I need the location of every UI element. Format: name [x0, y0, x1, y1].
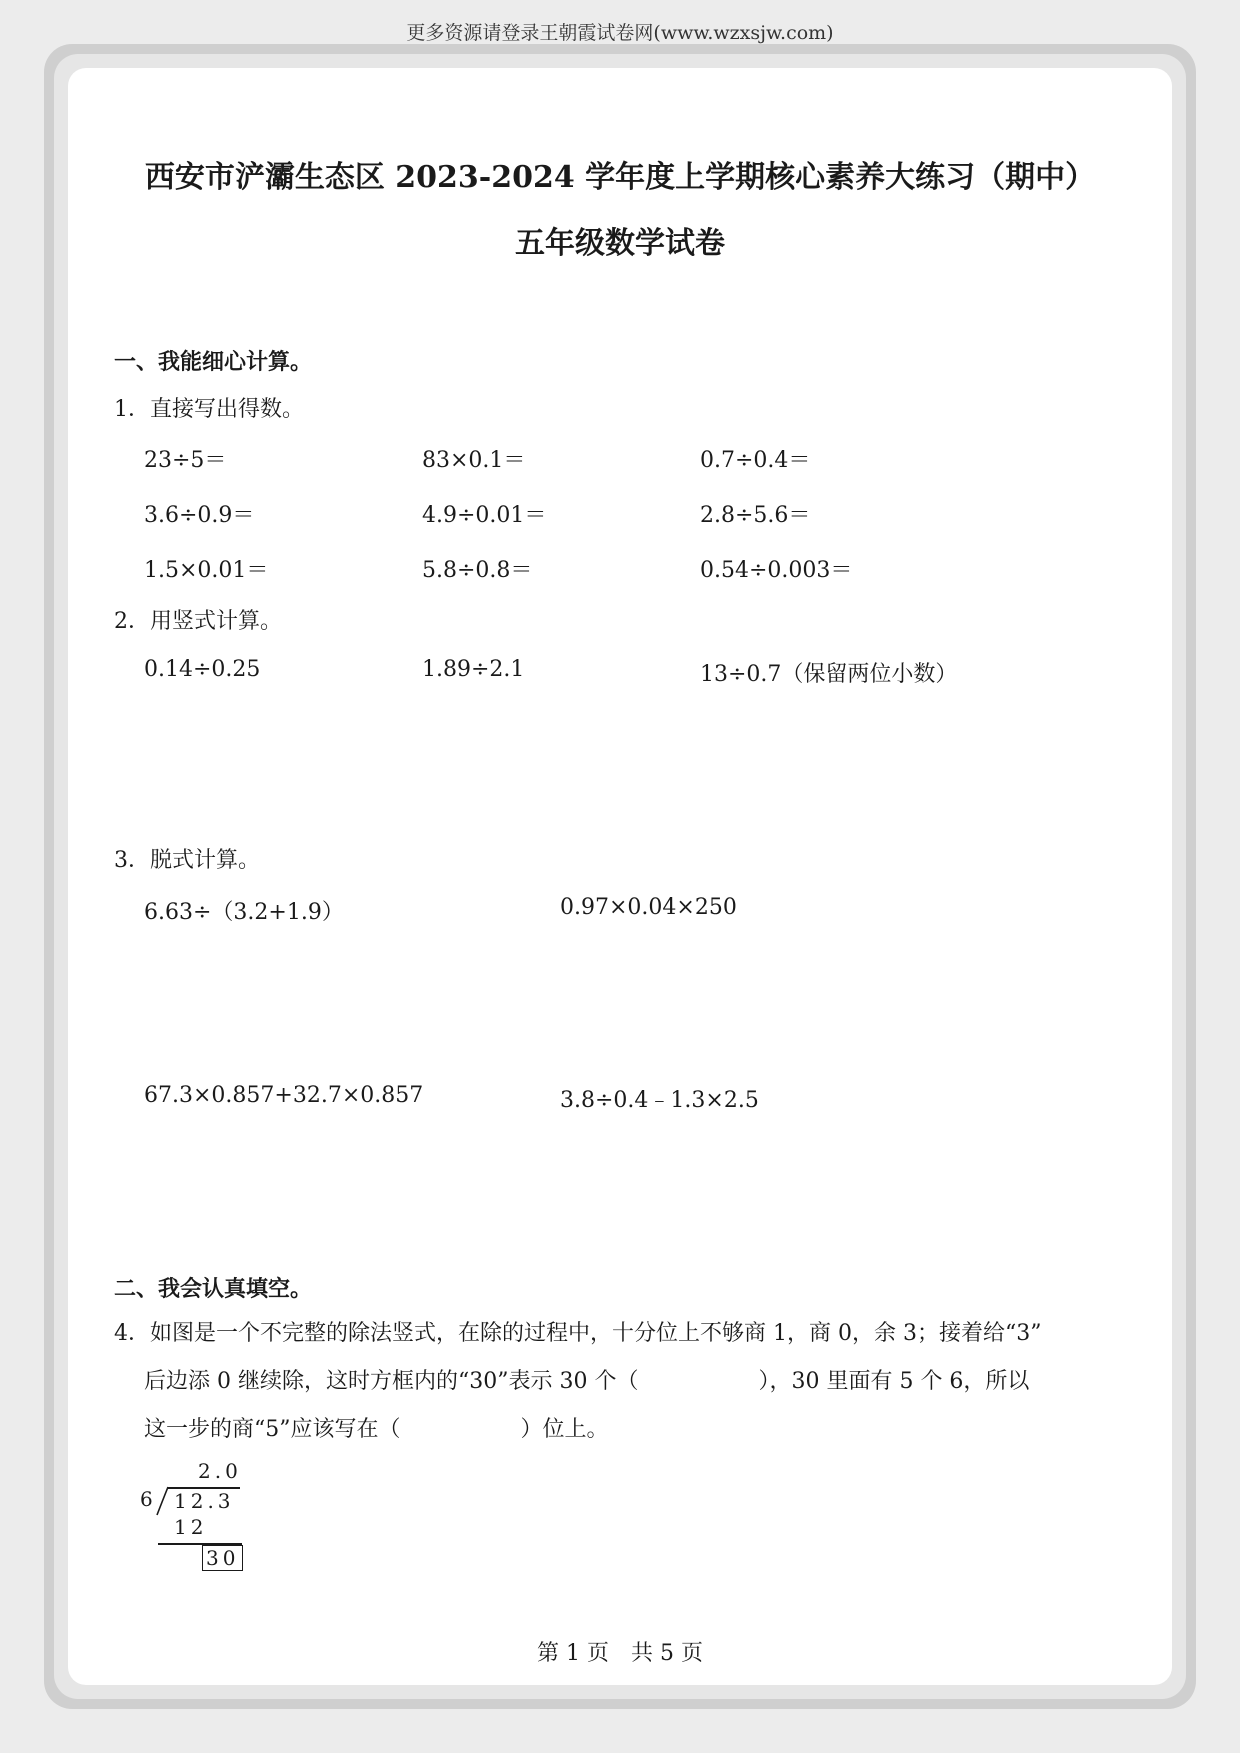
oral-calc-item: 0.54÷0.003＝: [700, 558, 853, 583]
vertical-calc-item: 13÷0.7（保留两位小数）: [700, 662, 958, 687]
exam-title: 西安市浐灞生态区 2023-2024 学年度上学期核心素养大练习（期中）: [144, 160, 1096, 195]
question-4-text: ）位上。: [520, 1417, 609, 1442]
question-4-text: 这一步的商“5”应该写在（: [144, 1417, 401, 1442]
site-banner: 更多资源请登录王朝霞试卷网(www.wzxsjw.com): [406, 22, 834, 44]
division-product: 12: [174, 1515, 208, 1539]
division-bracket: [156, 1486, 172, 1516]
exam-subtitle: 五年级数学试卷: [515, 226, 725, 261]
oral-calc-item: 83×0.1＝: [422, 448, 526, 473]
oral-calc-item: 5.8÷0.8＝: [422, 558, 533, 583]
division-remainder-box: 30: [202, 1545, 243, 1571]
vertical-calc-item: 0.14÷0.25: [144, 657, 261, 682]
vertical-calc-item: 1.89÷2.1: [422, 657, 525, 682]
stepwise-calc-item: 3.8÷0.4﹣1.3×2.5: [560, 1088, 759, 1113]
oral-calc-item: 23÷5＝: [144, 448, 227, 473]
section-heading-2: 二、我会认真填空。: [114, 1276, 313, 1302]
question-4-line-1: 4．如图是一个不完整的除法竖式，在除的过程中，十分位上不够商 1，商 0，余 3；接着给“3”: [114, 1321, 1042, 1346]
long-division-figure: [136, 1457, 276, 1575]
page-footer: 第 1 页 共 5 页: [537, 1641, 703, 1666]
question-4-text: 后边添 0 继续除，这时方框内的“30”表示 30 个（: [144, 1369, 639, 1394]
question-4-line-2: [144, 1358, 1029, 1406]
oral-calc-item: 4.9÷0.01＝: [422, 503, 547, 528]
question-1-label: 1．直接写出得数。: [114, 397, 304, 422]
oral-calc-item: 3.6÷0.9＝: [144, 503, 255, 528]
oral-calc-item: 2.8÷5.6＝: [700, 503, 811, 528]
stepwise-calc-item: 67.3×0.857+32.7×0.857: [144, 1083, 424, 1108]
question-2-label: 2．用竖式计算。: [114, 609, 282, 634]
stepwise-calc-item: 0.97×0.04×250: [560, 895, 737, 920]
division-dividend: 12.3: [174, 1489, 235, 1513]
stepwise-calc-item: 6.63÷（3.2+1.9）: [144, 900, 344, 925]
question-4-text: ），30 里面有 5 个 6，所以: [758, 1369, 1030, 1394]
division-quotient: 2.0: [198, 1459, 242, 1483]
oral-calc-item: 1.5×0.01＝: [144, 558, 269, 583]
oral-calc-item: 0.7÷0.4＝: [700, 448, 811, 473]
question-4-line-3: [144, 1406, 609, 1454]
question-3-label: 3．脱式计算。: [114, 848, 260, 873]
division-divisor: 6: [140, 1487, 157, 1511]
section-heading-1: 一、我能细心计算。: [114, 349, 313, 375]
